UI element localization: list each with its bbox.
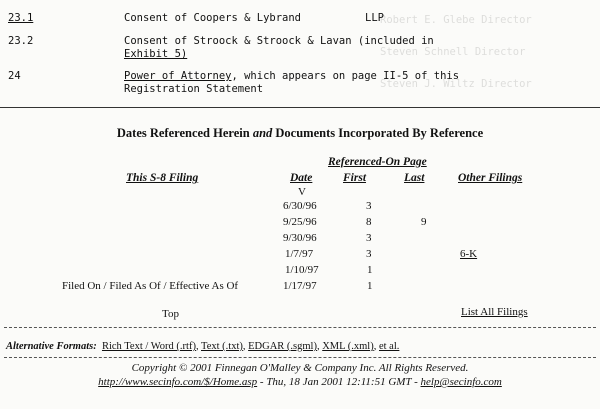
section-title: [0, 126, 600, 141]
row-first-page: 3: [366, 232, 372, 244]
row-date: 1/17/97: [283, 280, 317, 292]
faint-signature-line: Steven J. Wiltz Director: [380, 78, 532, 90]
exhibit-description-line2: Registration Statement: [124, 83, 264, 95]
copyright-notice: Copyright © 2001 Finnegan O'Malley & Company Inc. All Rights Reserved.: [131, 362, 469, 374]
row-first-page: 1: [367, 280, 373, 292]
divider-dashed: [4, 357, 596, 358]
alternative-formats-label: Alternative Formats:: [6, 341, 97, 352]
section-divider: [0, 107, 600, 108]
row-date: 1/7/97: [285, 248, 314, 260]
footer-line: [0, 376, 600, 388]
text-link[interactable]: Text (.txt): [201, 341, 243, 352]
exhibit-description-rest: , which appears on page II-5 of this: [231, 70, 460, 82]
faint-signature-line: Robert E. Glebe Director: [380, 14, 532, 26]
power-of-attorney-link[interactable]: Power of Attorney: [124, 70, 232, 82]
exhibit-number: 24: [8, 70, 21, 82]
date-header: Date: [290, 172, 313, 184]
this-filing-header: This S-8 Filing: [126, 172, 199, 184]
exhibit-description: Consent of Coopers & Lybrand: [124, 12, 302, 24]
row-date: 6/30/96: [283, 200, 317, 212]
row-date: 9/25/96: [283, 216, 317, 228]
row-first-page: 1: [367, 264, 373, 276]
exhibit-description: [124, 70, 459, 82]
other-filing-6k-link[interactable]: 6-K: [460, 248, 478, 260]
row-filing-label: Filed On / Filed As Of / Effective As Of: [62, 280, 239, 292]
top-link[interactable]: Top: [162, 308, 179, 320]
exhibit-description: Consent of Stroock & Stroock & Lavan (included in: [124, 35, 434, 47]
exhibit-description-suffix: LLP: [365, 12, 384, 24]
section-title-and: and: [252, 126, 273, 140]
section-title-part1: Dates Referenced Herein: [116, 126, 250, 140]
xml-link[interactable]: XML (.xml): [322, 341, 374, 352]
exhibit-number-link[interactable]: 23.1: [8, 12, 34, 24]
other-filings-header: Other Filings: [458, 172, 523, 184]
et-al-link[interactable]: et al.: [378, 341, 400, 352]
section-title-part2: Documents Incorporated By Reference: [275, 126, 484, 140]
list-all-filings-link[interactable]: List All Filings: [461, 306, 528, 318]
rich-text-link[interactable]: Rich Text / Word (.rtf): [101, 341, 196, 352]
referenced-on-page-header: Referenced-On Page: [328, 156, 427, 168]
row-first-page: 3: [366, 200, 372, 212]
row-first-page: 3: [366, 248, 372, 260]
home-url-link[interactable]: http://www.secinfo.com/$/Home.asp: [98, 376, 258, 388]
help-email-link[interactable]: help@secinfo.com: [420, 376, 502, 388]
row-date: 1/10/97: [285, 264, 319, 276]
exhibit-number: 23.2: [8, 35, 34, 47]
last-header: Last: [404, 172, 425, 184]
divider-dashed: [4, 327, 596, 328]
exhibit-5-link[interactable]: Exhibit 5): [124, 48, 188, 60]
row-date: 9/30/96: [283, 232, 317, 244]
alternative-formats-bar: Alternative Formats: Rich Text / Word (.rtf), Text (.txt), EDGAR (.sgml), XML (.xml), et al.: [6, 341, 400, 352]
row-first-page: 8: [366, 216, 372, 228]
date-sort-marker: V: [298, 186, 306, 198]
row-last-page: 9: [421, 216, 427, 228]
edgar-link[interactable]: EDGAR (.sgml): [248, 341, 317, 352]
faint-signature-line: Steven Schnell Director: [380, 46, 526, 58]
footer-datetime: - Thu, 18 Jan 2001 12:11:51 GMT -: [257, 376, 421, 388]
first-header: First: [343, 172, 367, 184]
